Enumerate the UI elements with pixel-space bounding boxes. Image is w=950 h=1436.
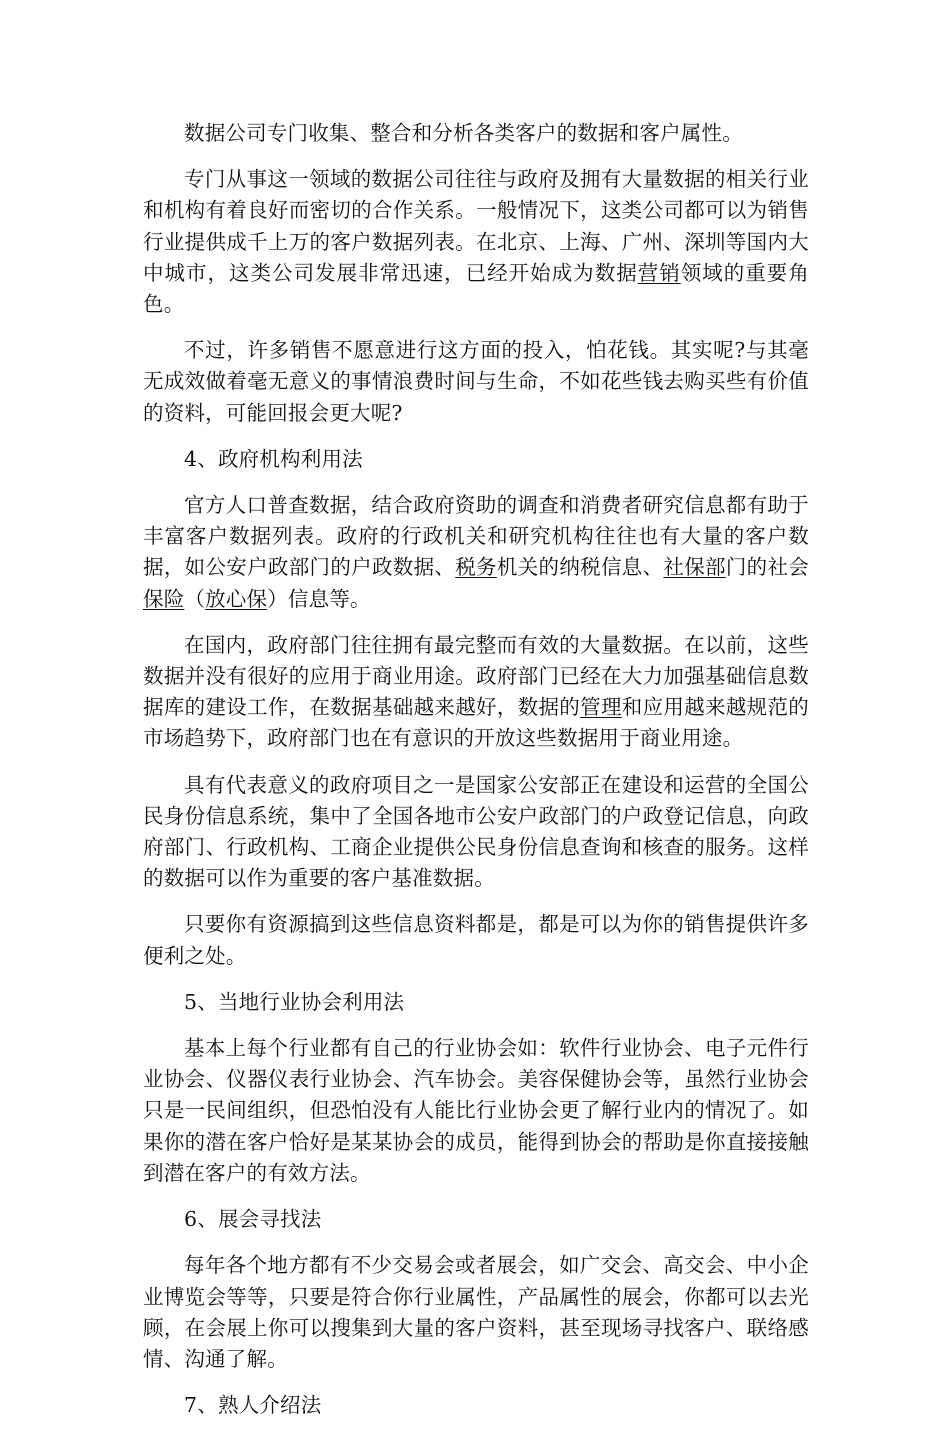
link-management[interactable]: 管理 bbox=[580, 695, 622, 720]
link-social-security[interactable]: 社保部 bbox=[663, 555, 726, 580]
paragraph-industry-associations bbox=[143, 1033, 809, 1189]
link-marketing[interactable]: 营销 bbox=[637, 260, 681, 285]
paragraph-text: 机关的纳税信息、 bbox=[496, 555, 664, 580]
paragraph-exhibitions bbox=[143, 1250, 809, 1375]
paragraph-text: 具有代表意义的政府项目之一是国家公安部正在建设和运营的全国公民身份信息系统，集中了全国各地市公安户政部门的户政登记信息，向政府部门、行政机构、工商企业提供公民身份信息查询和核查的服务。这样的数据可以作为重要的客户基准数据。 bbox=[143, 772, 809, 891]
paragraph-text: 门的社会 bbox=[725, 555, 810, 580]
link-insurance[interactable]: 保险 bbox=[143, 586, 185, 611]
paragraph-text: 不过，许多销售不愿意进行这方面的投入，怕花钱。其实呢?与其毫无成效做着毫无意义的事情浪费时间与生命，不如花些钱去购买些有价值的资料，可能回报会更大呢? bbox=[143, 338, 809, 425]
section-heading-government bbox=[143, 444, 809, 475]
paragraph-text: ）信息等。 bbox=[267, 586, 371, 611]
paragraph-text: 专门从事这一领域的数据公司往往与政府及拥有大量数据的相关行业和机构有着良好而密切的合作关系。一般情况下，这类公司都可以为销售行业提供成千上万的客户数据列表。在北京、上海、广州、深圳等国内大中城市，这类公司发展非常迅速，已经开始成为数据 bbox=[143, 167, 809, 285]
paragraph-data-companies-detail bbox=[143, 164, 809, 320]
paragraph-text: 数据公司专门收集、整合和分析各类客户的数据和客户属性。 bbox=[184, 121, 743, 145]
paragraph-text: （ bbox=[184, 586, 206, 611]
paragraph-text: 每年各个地方都有不少交易会或者展会，如广交会、高交会、中小企业博览会等等，只要是符合你行业属性，产品属性的展会，你都可以去光顾，在会展上你可以搜集到大量的客户资料，甚至现场寻找客户、联络感情、沟通了解。 bbox=[143, 1253, 809, 1371]
heading-text: 6、展会寻找法 bbox=[184, 1207, 322, 1232]
paragraph-text: 官方人口普查数据，结合政府资助的调查和消费者研究信息都有助于丰富客户数据列表。政府的行政机关和研究机构往往也有大量的客户数据，如公安户政部门的户政数据、 bbox=[143, 493, 809, 580]
paragraph-domestic-government bbox=[143, 630, 809, 755]
heading-text: 4、政府机构利用法 bbox=[184, 446, 363, 471]
document-body bbox=[143, 118, 809, 1436]
paragraph-text: 和应用越来越规范的市场趋势下，政府部门也在有意识的开放这些数据用于商业用途。 bbox=[143, 695, 809, 751]
paragraph-text: 只要你有资源搞到这些信息资料都是，都是可以为你的销售提供许多便利之处。 bbox=[143, 912, 809, 968]
paragraph-investment-advice bbox=[143, 335, 809, 429]
section-heading-exhibitions bbox=[143, 1204, 809, 1235]
link-taxation[interactable]: 税务 bbox=[455, 555, 497, 580]
paragraph-data-companies-intro bbox=[143, 118, 809, 149]
paragraph-representative-project bbox=[143, 770, 809, 895]
paragraph-resources bbox=[143, 909, 809, 971]
paragraph-text: 基本上每个行业都有自己的行业协会如：软件行业协会、电子元件行业协会、仪器仪表行业协会、汽车协会。美容保健协会等，虽然行业协会只是一民间组织，但恐怕没有人能比行业协会更了解行业内的情况了。如果你的潜在客户恰好是某某协会的成员，能得到协会的帮助是你直接接触到潜在客户的有效方法。 bbox=[143, 1036, 809, 1185]
heading-text: 7、熟人介绍法 bbox=[184, 1393, 322, 1418]
paragraph-text: 在国内，政府部门往往拥有最完整而有效的大量数据。在以前，这些数据并没有很好的应用于商业用途。政府部门已经在大力加强基础信息数据库的建设工作，在数据基础越来越好，数据的 bbox=[143, 632, 809, 720]
paragraph-text: 领域的重要角色。 bbox=[143, 260, 809, 317]
section-heading-associations bbox=[143, 987, 809, 1018]
paragraph-government-data bbox=[143, 490, 809, 615]
section-heading-referrals bbox=[143, 1390, 809, 1421]
heading-text: 5、当地行业协会利用法 bbox=[184, 989, 405, 1014]
link-fangxinbao[interactable]: 放心保 bbox=[205, 586, 268, 611]
